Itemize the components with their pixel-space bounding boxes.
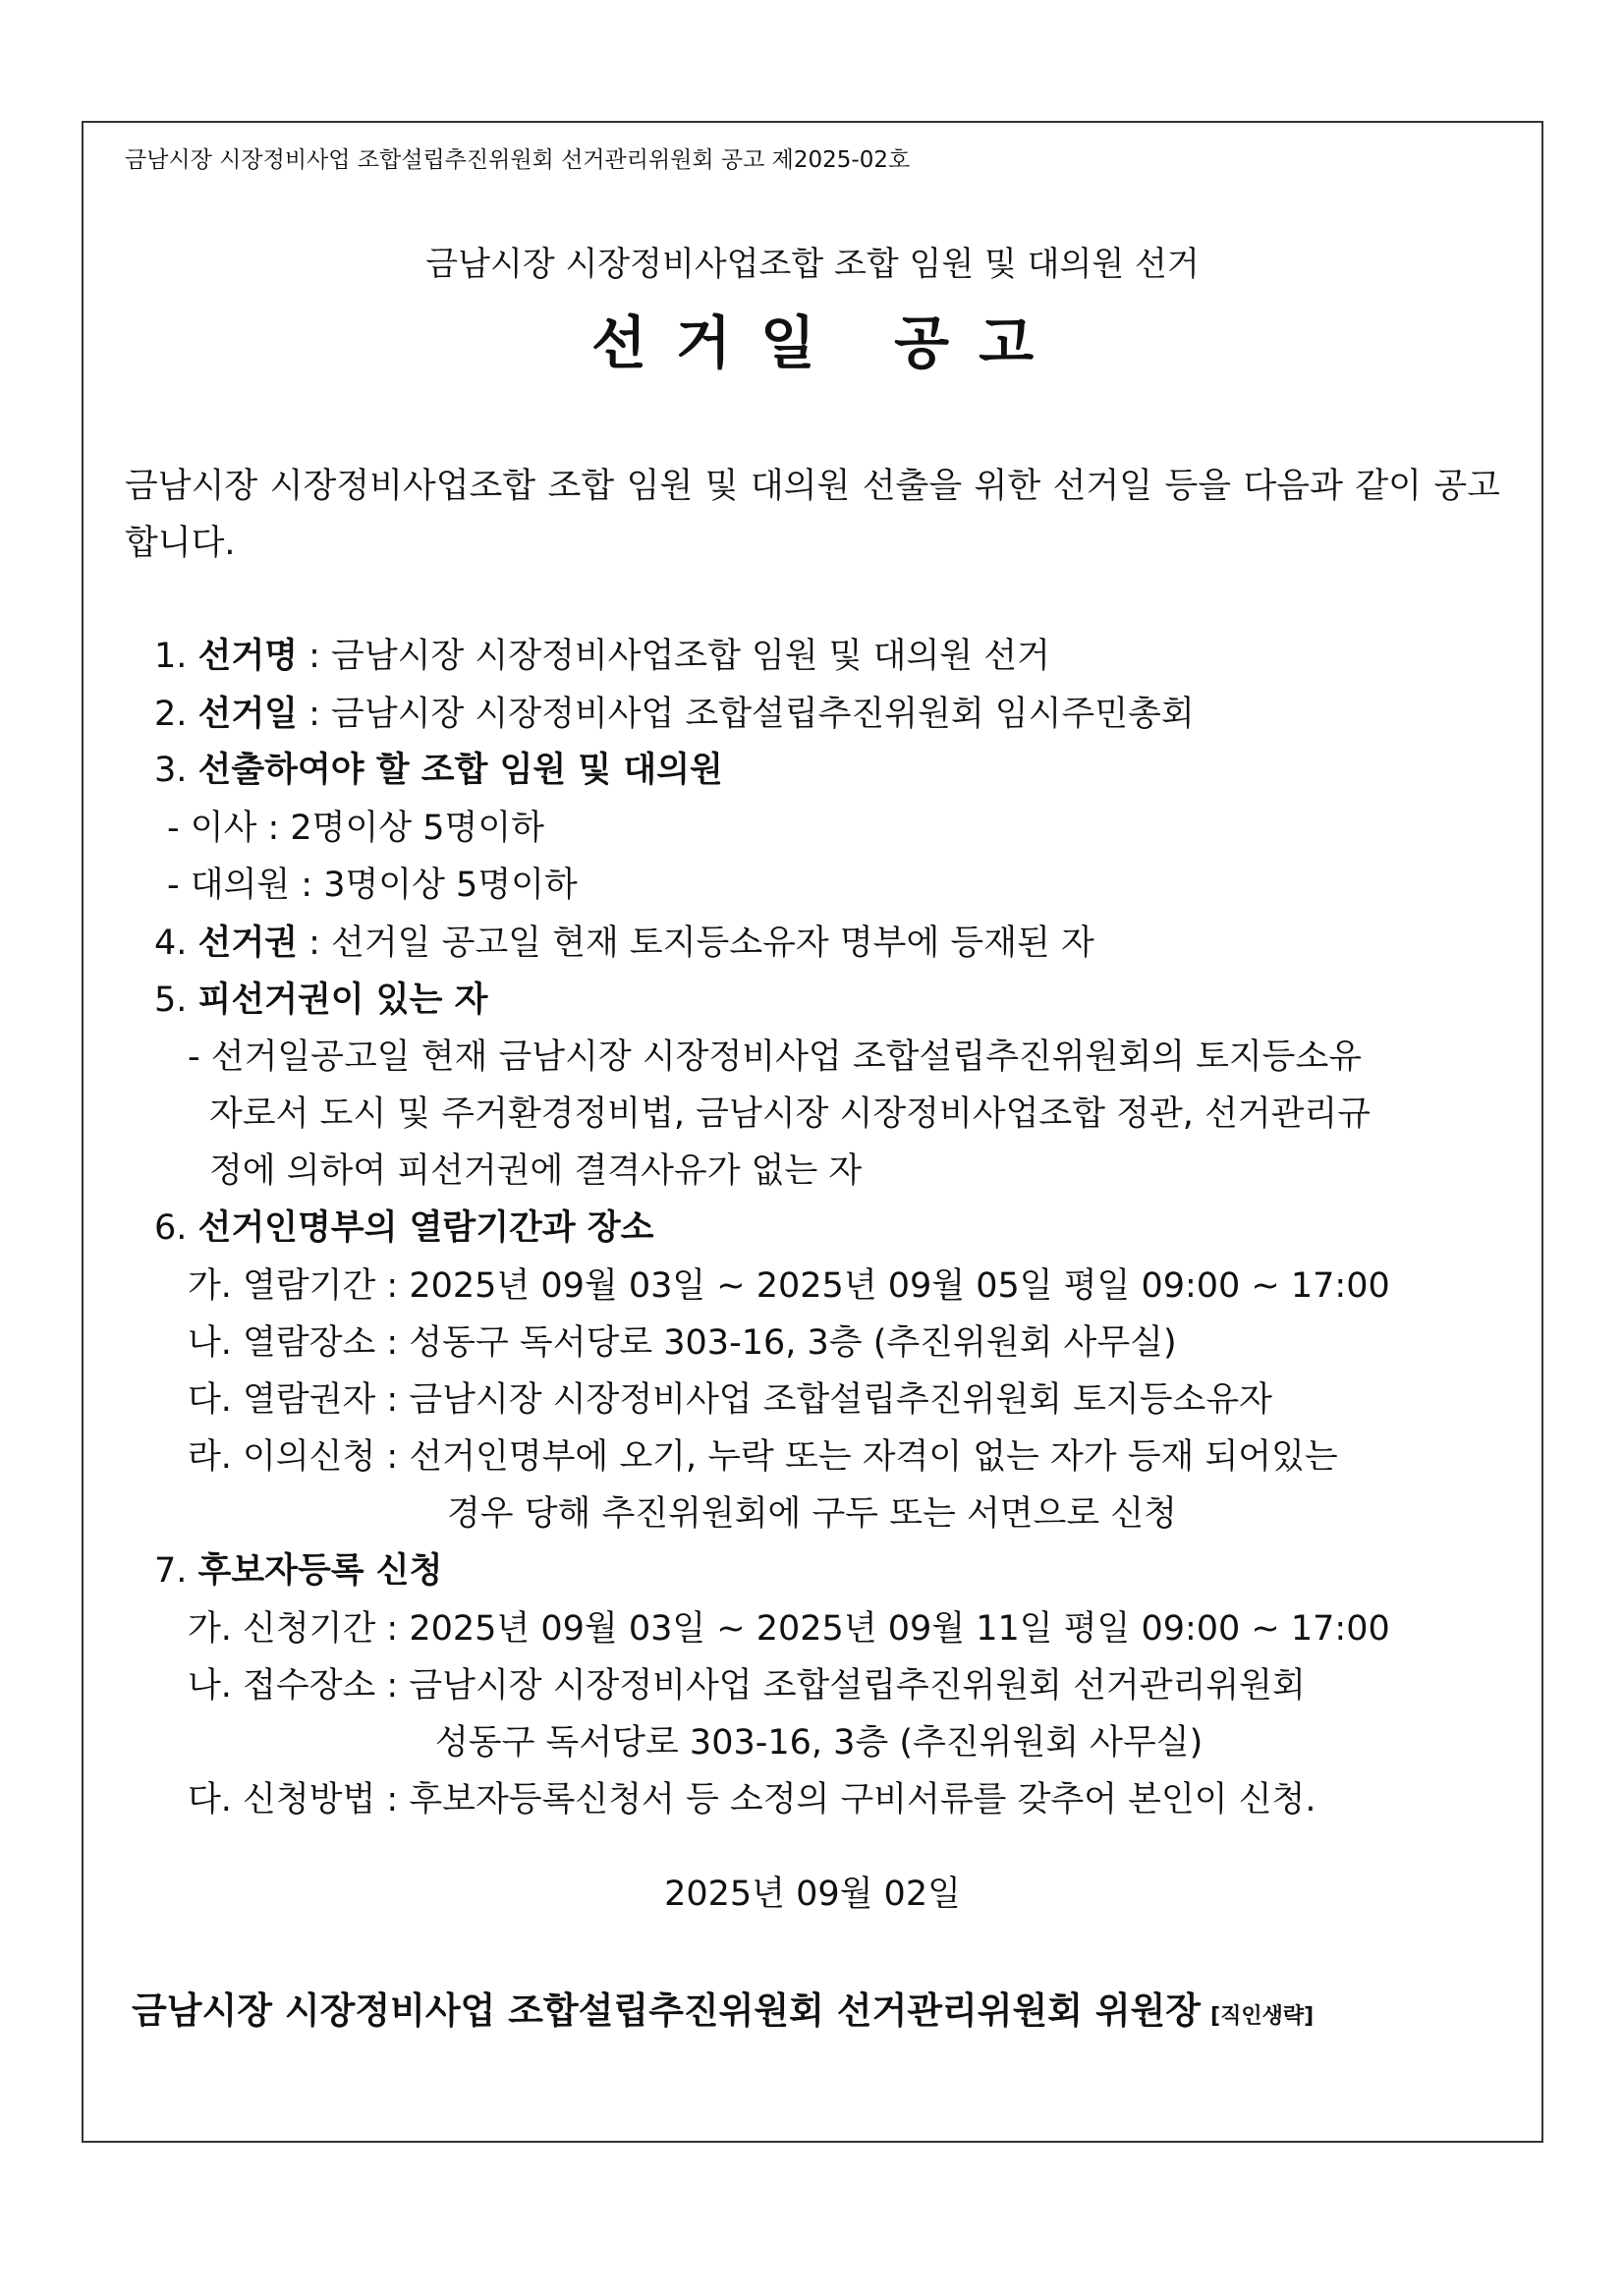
- signer-name: 금남시장 시장정비사업 조합설립추진위원회 선거관리위원회 위원장: [132, 1989, 1202, 2032]
- item-3: [154, 751, 723, 790]
- item-7-period: 가. 신청기간 : 2025년 09월 03일 ~ 2025년 09월 11일 평일 09:00 ~ 17:00: [188, 1609, 1390, 1649]
- item-6-eligible: 다. 열람권자 : 금남시장 시장정비사업 조합설립추진위원회 토지등소유자: [188, 1380, 1272, 1420]
- item-7-label: 후보자등록 신청: [197, 1551, 443, 1591]
- item-5: [154, 980, 487, 1020]
- item-7-number: 7.: [154, 1551, 188, 1591]
- page-title: 선거일 공고: [590, 309, 1064, 376]
- item-6-label: 선거인명부의 열람기간과 장소: [197, 1208, 654, 1248]
- item-3-sub-directors: - 이사 : 2명이상 5명이하: [167, 809, 544, 848]
- item-6-objection-2: 경우 당해 추진위원회에 구두 또는 서면으로 신청: [447, 1494, 1177, 1534]
- item-4-text: : 선거일 공고일 현재 토지등소유자 명부에 등재된 자: [297, 924, 1094, 963]
- item-6: [154, 1208, 653, 1248]
- item-1-label: 선거명: [197, 637, 298, 676]
- notice-reference: 금남시장 시장정비사업 조합설립추진위원회 선거관리위원회 공고 제2025-02호: [125, 147, 911, 173]
- item-7: [154, 1551, 442, 1591]
- item-1-number: 1.: [154, 637, 188, 676]
- item-2-text: : 금남시장 시장정비사업 조합설립추진위원회 임시주민총회: [297, 695, 1195, 734]
- signer: [132, 1981, 1314, 2034]
- item-5-number: 5.: [154, 980, 188, 1020]
- item-6-period: 가. 열람기간 : 2025년 09월 03일 ~ 2025년 09월 05일 평일 09:00 ~ 17:00: [188, 1266, 1390, 1306]
- item-5-line-3: 정에 의하여 피선거권에 결격사유가 없는 자: [209, 1151, 863, 1191]
- item-4-label: 선거권: [197, 924, 298, 963]
- seal-omitted-note: [직인생략]: [1210, 2004, 1315, 2029]
- item-6-objection-1: 라. 이의신청 : 선거인명부에 오기, 누락 또는 자격이 없는 자가 등재 되어있는: [188, 1437, 1338, 1477]
- item-1-text: : 금남시장 시장정비사업조합 임원 및 대의원 선거: [297, 637, 1050, 676]
- item-2: [154, 695, 1195, 734]
- item-3-number: 3.: [154, 751, 188, 790]
- notice-date: 2025년 09월 02일: [664, 1875, 961, 1914]
- item-2-label: 선거일: [197, 695, 298, 734]
- item-1: [154, 637, 1050, 676]
- election-subtitle: 금남시장 시장정비사업조합 조합 임원 및 대의원 선거: [425, 245, 1200, 284]
- item-3-sub-delegates: - 대의원 : 3명이상 5명이하: [167, 866, 578, 905]
- item-7-method: 다. 신청방법 : 후보자등록신청서 등 소정의 구비서류를 갖추어 본인이 신청.: [188, 1780, 1316, 1820]
- item-5-line-1: - 선거일공고일 현재 금남시장 시장정비사업 조합설립추진위원회의 토지등소유: [188, 1037, 1363, 1077]
- item-4-number: 4.: [154, 924, 188, 963]
- item-7-place-1: 나. 접수장소 : 금남시장 시장정비사업 조합설립추진위원회 선거관리위원회: [188, 1666, 1306, 1706]
- item-3-label: 선출하여야 할 조합 임원 및 대의원: [197, 751, 723, 790]
- item-6-place: 나. 열람장소 : 성동구 독서당로 303-16, 3층 (추진위원회 사무실): [188, 1323, 1177, 1363]
- item-5-line-2: 자로서 도시 및 주거환경정비법, 금남시장 시장정비사업조합 정관, 선거관리규: [209, 1094, 1372, 1134]
- intro-paragraph: 금남시장 시장정비사업조합 조합 임원 및 대의원 선출을 위한 선거일 등을 다음과 같이 공고합니다.: [125, 467, 1500, 563]
- item-7-place-2: 성동구 독서당로 303-16, 3층 (추진위원회 사무실): [435, 1723, 1204, 1763]
- item-5-label: 피선거권이 있는 자: [197, 980, 488, 1020]
- item-6-number: 6.: [154, 1208, 188, 1248]
- item-2-number: 2.: [154, 695, 188, 734]
- item-4: [154, 924, 1094, 963]
